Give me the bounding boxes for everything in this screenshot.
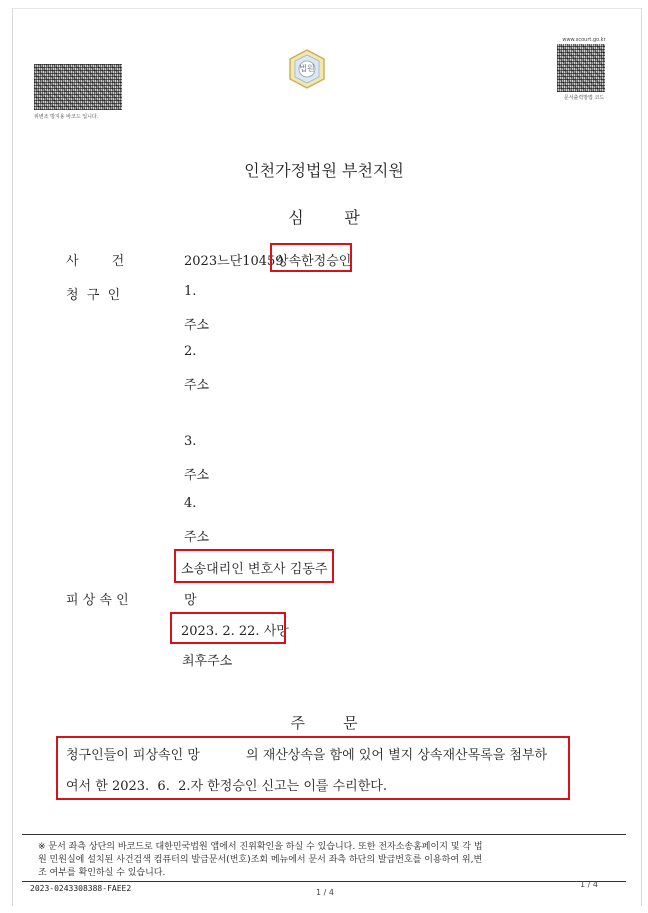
case-name: 상속한정승인 (276, 254, 352, 269)
footer-notice-3: 조 여부를 확인하실 수 있습니다. (38, 868, 166, 878)
barcode-caption: 위변조 방지용 바코드 입니다. (34, 114, 99, 120)
order-heading: 주 문 (290, 714, 358, 732)
last-address-label: 최후주소 (182, 654, 233, 669)
claimant-2-address: 주소 (184, 378, 210, 393)
claimant-2-number: 2. (184, 344, 197, 359)
page-number-center: 1 / 4 (316, 888, 334, 897)
claimant-3-number: 3. (184, 434, 197, 449)
qr-url: www.scourt.go.kr (562, 37, 606, 43)
death-date: 2023. 2. 22. 사망 (181, 624, 289, 639)
agent-highlight (174, 549, 334, 583)
death-date-highlight (170, 612, 286, 644)
footer-notice-2: 원 민원실에 설치된 사건검색 컴퓨터의 발급문서(번호)조회 메뉴에서 문서 좌측 하단의 발급번호를 이용하여 위,변 (38, 855, 483, 865)
qr-caption: 문서출력방법 코드 (563, 95, 605, 101)
footer-divider (22, 834, 626, 835)
case-label: 사 건 (66, 254, 125, 269)
court-name: 인천가정법원 부천지원 (244, 161, 404, 180)
page-border-top (12, 8, 642, 9)
qr-code (557, 44, 605, 92)
case-number: 2023느단10459 (184, 254, 284, 269)
emblem-text: 법원 (299, 64, 315, 73)
claimants-label: 청 구 인 (66, 288, 121, 303)
order-line1-b: 의 재산상속을 함에 있어 별지 상속재산목록을 첨부하 (246, 748, 548, 763)
verification-barcode (34, 64, 122, 110)
footer-divider-bottom (22, 881, 626, 882)
order-line2: 여서 한 2023. 6. 2.자 한정승인 신고는 이를 수리한다. (66, 779, 387, 794)
page-number-right: 1 / 4 (580, 880, 598, 889)
claimant-3-address: 주소 (184, 468, 210, 483)
page-border-left (12, 8, 13, 906)
agent-name: 소송대리인 변호사 김동주 (181, 562, 328, 577)
page-border-right (641, 8, 642, 906)
order-line1-a: 청구인들이 피상속인 망 (66, 748, 200, 763)
court-emblem (286, 48, 328, 90)
case-name-highlight (270, 243, 352, 272)
claimant-1-address: 주소 (184, 318, 210, 333)
issue-number: 2023-0243308388-FAEE2 (30, 884, 132, 893)
claimant-4-address: 주소 (184, 530, 210, 545)
decedent-name: 망 (184, 593, 197, 608)
decedent-label: 피 상 속 인 (66, 593, 129, 608)
footer-notice-1: ※ 문서 좌측 상단의 바코드로 대한민국법원 앱에서 진위확인을 하실 수 있습니다. 또한 전자소송홈페이지 및 각 법 (38, 842, 483, 852)
claimant-4-number: 4. (184, 496, 197, 511)
claimant-1-number: 1. (184, 284, 197, 299)
document-title: 심 판 (288, 208, 360, 227)
